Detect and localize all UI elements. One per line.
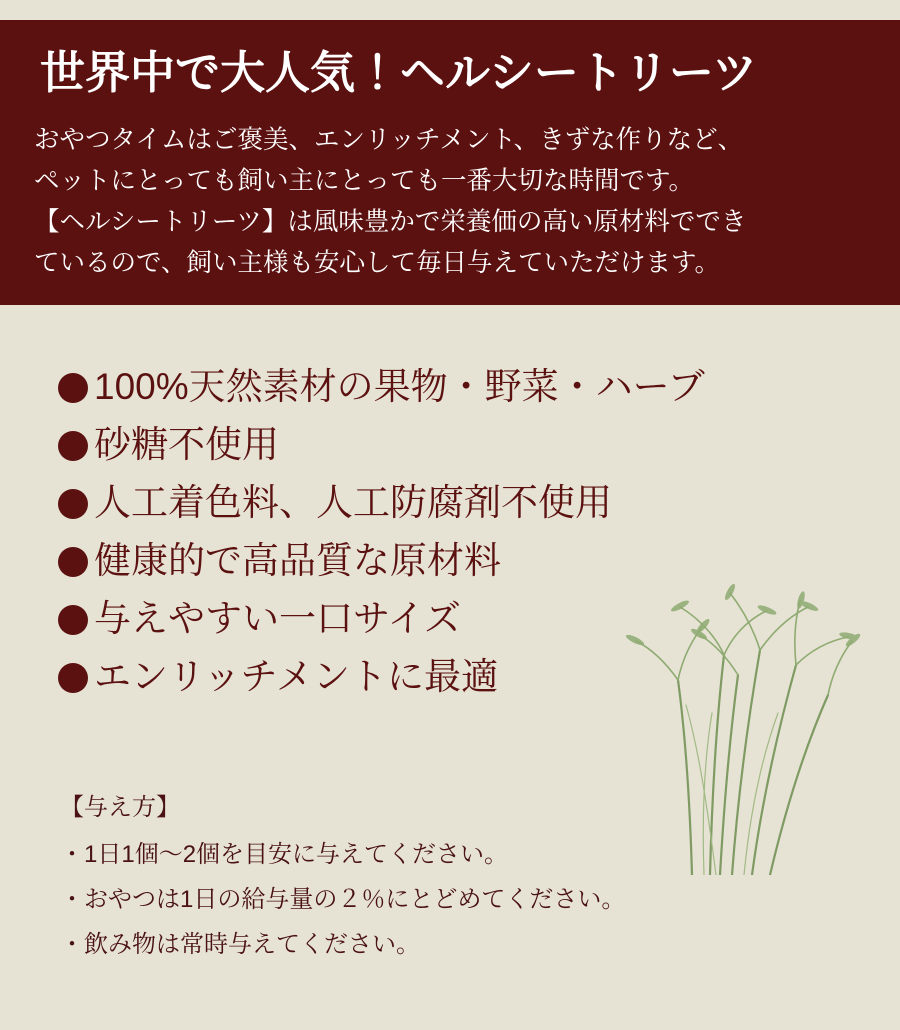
list-item: [58, 542, 858, 579]
feature-list: [58, 368, 858, 716]
header-banner: [0, 20, 900, 305]
list-item: [58, 658, 858, 695]
bullet-dot-icon: [58, 373, 88, 403]
bullet-dot-icon: [58, 489, 88, 519]
list-item: [58, 426, 858, 463]
feeding-line: ・1日1個〜2個を目安に与えてください。: [60, 841, 509, 868]
intro-line: おやつタイムはご褒美、エンリッチメント、きずな作りなど、: [34, 125, 744, 154]
list-item: [58, 368, 858, 405]
feature-label: 砂糖不使用: [94, 424, 279, 465]
list-item: [58, 484, 858, 521]
intro-line: ているので、飼い主様も安心して毎日与えていただけます。: [34, 249, 720, 278]
bullet-dot-icon: [58, 547, 88, 577]
bullet-dot-icon: [58, 663, 88, 693]
page-title: 世界中で大人気！ヘルシートリーツ: [40, 47, 758, 98]
bullet-dot-icon: [58, 431, 88, 461]
feeding-instructions: [60, 790, 850, 972]
intro-line: 【ヘルシートリーツ】は風味豊かで栄養価の高い原材料ででき: [34, 208, 747, 237]
list-item: [58, 600, 858, 637]
feeding-title: 【与え方】: [60, 794, 180, 821]
feature-label: 100%天然素材の果物・野菜・ハーブ: [94, 366, 705, 407]
feeding-line: ・おやつは1日の給与量の２％にとどめてください。: [60, 886, 626, 914]
intro-paragraph: [34, 120, 866, 285]
feature-label: 人工着色料、人工防腐剤不使用: [94, 482, 612, 523]
feature-label: 与えやすい一口サイズ: [94, 598, 462, 639]
bullet-dot-icon: [58, 605, 88, 635]
intro-line: ペットにとっても飼い主にとっても一番大切な時間です。: [34, 166, 694, 195]
feature-label: エンリッチメントに最適: [94, 656, 499, 697]
feeding-line: ・飲み物は常時与えてください。: [60, 931, 420, 959]
feature-label: 健康的で高品質な原材料: [94, 540, 501, 581]
